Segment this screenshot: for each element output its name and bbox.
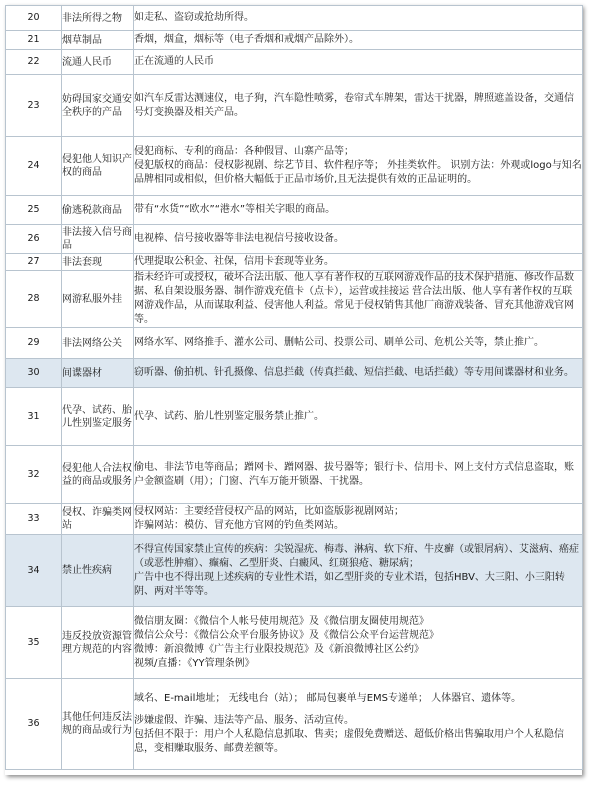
table-row xyxy=(6,6,583,31)
table-row xyxy=(6,31,583,50)
category-description xyxy=(134,137,583,196)
row-number: 25 xyxy=(6,196,62,225)
description-line: 代孕、试药、胎儿性别鉴定服务禁止推广。 xyxy=(134,410,324,422)
row-number: 29 xyxy=(6,328,62,359)
table-row xyxy=(6,75,583,137)
category-name: 违反投放资源管理方规范的内容 xyxy=(62,607,134,679)
row-number: 27 xyxy=(6,254,62,271)
category-description xyxy=(134,679,583,770)
category-description xyxy=(134,75,583,137)
category-description xyxy=(134,225,583,254)
description-line: 窃听器、偷拍机、针孔摄像、信息拦截（传真拦截、短信拦截、电话拦截）等专用间谍器材和业务。 xyxy=(134,367,574,378)
table-row xyxy=(6,196,583,225)
row-number: 36 xyxy=(6,679,62,770)
description-line: 带有“水货”“欧水”“港水”等相关字眼的商品。 xyxy=(134,204,336,215)
row-number: 22 xyxy=(6,50,62,75)
description-line: 域名、E-mail地址； 无线电台（站）； 邮局包裹单与EMS专递单； 人体器官、遗体等。 xyxy=(134,693,522,704)
description-line: 如走私、盗窃或抢劫所得。 xyxy=(134,12,254,23)
row-number: 20 xyxy=(6,6,62,31)
category-name: 非法接入信号商品 xyxy=(62,225,134,254)
category-description xyxy=(134,50,583,75)
category-name: 流通人民币 xyxy=(62,50,134,75)
category-name: 非法网络公关 xyxy=(62,328,134,359)
row-number: 24 xyxy=(6,137,62,196)
category-description xyxy=(134,359,583,388)
category-description xyxy=(134,388,583,446)
description-line: 电视棒、信号接收器等非法电视信号接收设备。 xyxy=(134,233,344,244)
category-description xyxy=(134,446,583,504)
description-line: 侵犯商标、专利的商品：各种假冒、山寨产品等； xyxy=(134,146,354,157)
description-line: 香烟，烟盒，烟标等（电子香烟和戒烟产品除外）。 xyxy=(134,34,359,45)
table-row xyxy=(6,225,583,254)
table-row xyxy=(6,50,583,75)
row-number: 34 xyxy=(6,535,62,607)
description-line: 代理提取公积金、社保，信用卡套现等业务。 xyxy=(134,256,334,267)
category-description xyxy=(134,607,583,679)
category-description xyxy=(134,254,583,271)
category-name: 非法所得之物 xyxy=(62,6,134,31)
row-number: 33 xyxy=(6,504,62,535)
table-row xyxy=(6,359,583,388)
row-number: 31 xyxy=(6,388,62,446)
category-name: 侵犯他人合法权益的商品或服务 xyxy=(62,446,134,504)
document-page xyxy=(5,5,582,775)
description-line: 网络水军、网络推手、灌水公司、删帖公司、投票公司、刷单公司、危机公关等，禁止推广。 xyxy=(134,337,544,348)
row-number: 35 xyxy=(6,607,62,679)
category-name: 偷逃税款商品 xyxy=(62,196,134,225)
category-description xyxy=(134,31,583,50)
row-number: 21 xyxy=(6,31,62,50)
category-description xyxy=(134,271,583,328)
row-number: 23 xyxy=(6,75,62,137)
description-line: 涉嫌虚假、诈骗、违法等产品、服务、活动宣传。 xyxy=(134,715,354,726)
description-line: 微博：新浪微博《广告主行业限投规范》及《新浪微博社区公约》 xyxy=(134,643,424,655)
description-line: 包括但不限于：用户个人私隐信息抓取、售卖；虚假免费赠送、超低价格出售骗取用户个人私隐信息，变相赚取服务、邮费差额等。 xyxy=(134,729,564,754)
description-line: 指未经许可或授权，破坏合法出版、他人享有著作权的互联网游戏作品的技术保护措施、修改作品数据、私自架设服务器、制作游戏充值卡（点卡），运营或挂接运 营合法出版、他人享有著作权的互联网游戏作品，从而谋取利益、侵害他人利益。常见于侵权销售其他厂商游戏装备、冒充其他游戏官网等。 xyxy=(134,272,574,325)
table-row xyxy=(6,137,583,196)
prohibited-items-table xyxy=(5,5,583,770)
description-line: 偷电、非法节电等商品；蹭网卡、蹭网器、拔号器等；银行卡、信用卡、网上支付方式信息盗取，账户金额盗刷（用）；门窗、汽车万能开锁器、干扰器。 xyxy=(134,461,574,487)
table-row xyxy=(6,388,583,446)
description-line: 侵权网站：主要经营侵权产品的网站，比如盗版影视剧网站； xyxy=(134,506,404,517)
category-description xyxy=(134,196,583,225)
description-line: 视频/直播：《YY管理条例》 xyxy=(134,657,255,669)
description-line: 广告中也不得出现上述疾病的专业性术语，如乙型肝炎的专业术语，包括HBV、大三阳、小三阳转阴、两对半等等。 xyxy=(134,571,565,597)
table-row xyxy=(6,446,583,504)
category-name: 侵权、诈骗类网站 xyxy=(62,504,134,535)
table-body xyxy=(6,6,583,770)
description-line: 正在流通的人民币 xyxy=(134,56,214,67)
row-number: 26 xyxy=(6,225,62,254)
category-name: 禁止性疾病 xyxy=(62,535,134,607)
row-number: 30 xyxy=(6,359,62,388)
category-name: 代孕、试药、胎儿性别鉴定服务 xyxy=(62,388,134,446)
row-number: 28 xyxy=(6,271,62,328)
description-line: 侵犯版权的商品：侵权影视剧、综艺节目、软件程序等； 外挂类软件。 识别方法：外观或logo与知名品牌相同或相似，但价格大幅低于正品市场价,且无法提供有效的正品证明的。 xyxy=(134,160,582,185)
category-name: 间谍器材 xyxy=(62,359,134,388)
category-name: 网游私服外挂 xyxy=(62,271,134,328)
description-line xyxy=(134,706,582,714)
category-description xyxy=(134,535,583,607)
category-description xyxy=(134,6,583,31)
table-row xyxy=(6,679,583,770)
category-name: 妨碍国家交通安全秩序的产品 xyxy=(62,75,134,137)
category-description xyxy=(134,504,583,535)
description-line: 如汽车反雷达测速仪，电子狗，汽车隐性喷雾，卷帘式车牌架，雷达干扰器，牌照遮盖设备，交通信号灯变换器及相关产品。 xyxy=(134,92,574,118)
category-name: 烟草制品 xyxy=(62,31,134,50)
description-line: 微信公众号：《微信公众平台服务协议》及《微信公众平台运营规范》 xyxy=(134,629,439,641)
description-line: 微信朋友圈：《微信个人帐号使用规范》及《微信朋友圈使用规范》 xyxy=(134,615,429,627)
table-row xyxy=(6,254,583,271)
category-description xyxy=(134,328,583,359)
table-row xyxy=(6,504,583,535)
category-name: 其他任何违反法规的商品或行为 xyxy=(62,679,134,770)
table-row xyxy=(6,271,583,328)
table-row xyxy=(6,328,583,359)
row-number: 32 xyxy=(6,446,62,504)
description-line: 诈骗网站：模仿、冒充他方官网的钓鱼类网站。 xyxy=(134,520,344,531)
category-name: 侵犯他人知识产权的商品 xyxy=(62,137,134,196)
table-row xyxy=(6,607,583,679)
description-line: 不得宣传国家禁止宣传的疾病：尖锐湿疣、梅毒、淋病、软下疳、牛皮癣（或银屑病）、艾滋病、癌症（或恶性肿瘤）、癫痫、乙型肝炎、白癜风、红斑狼疮、糖尿病； xyxy=(134,543,579,569)
table-row xyxy=(6,535,583,607)
category-name: 非法套现 xyxy=(62,254,134,271)
